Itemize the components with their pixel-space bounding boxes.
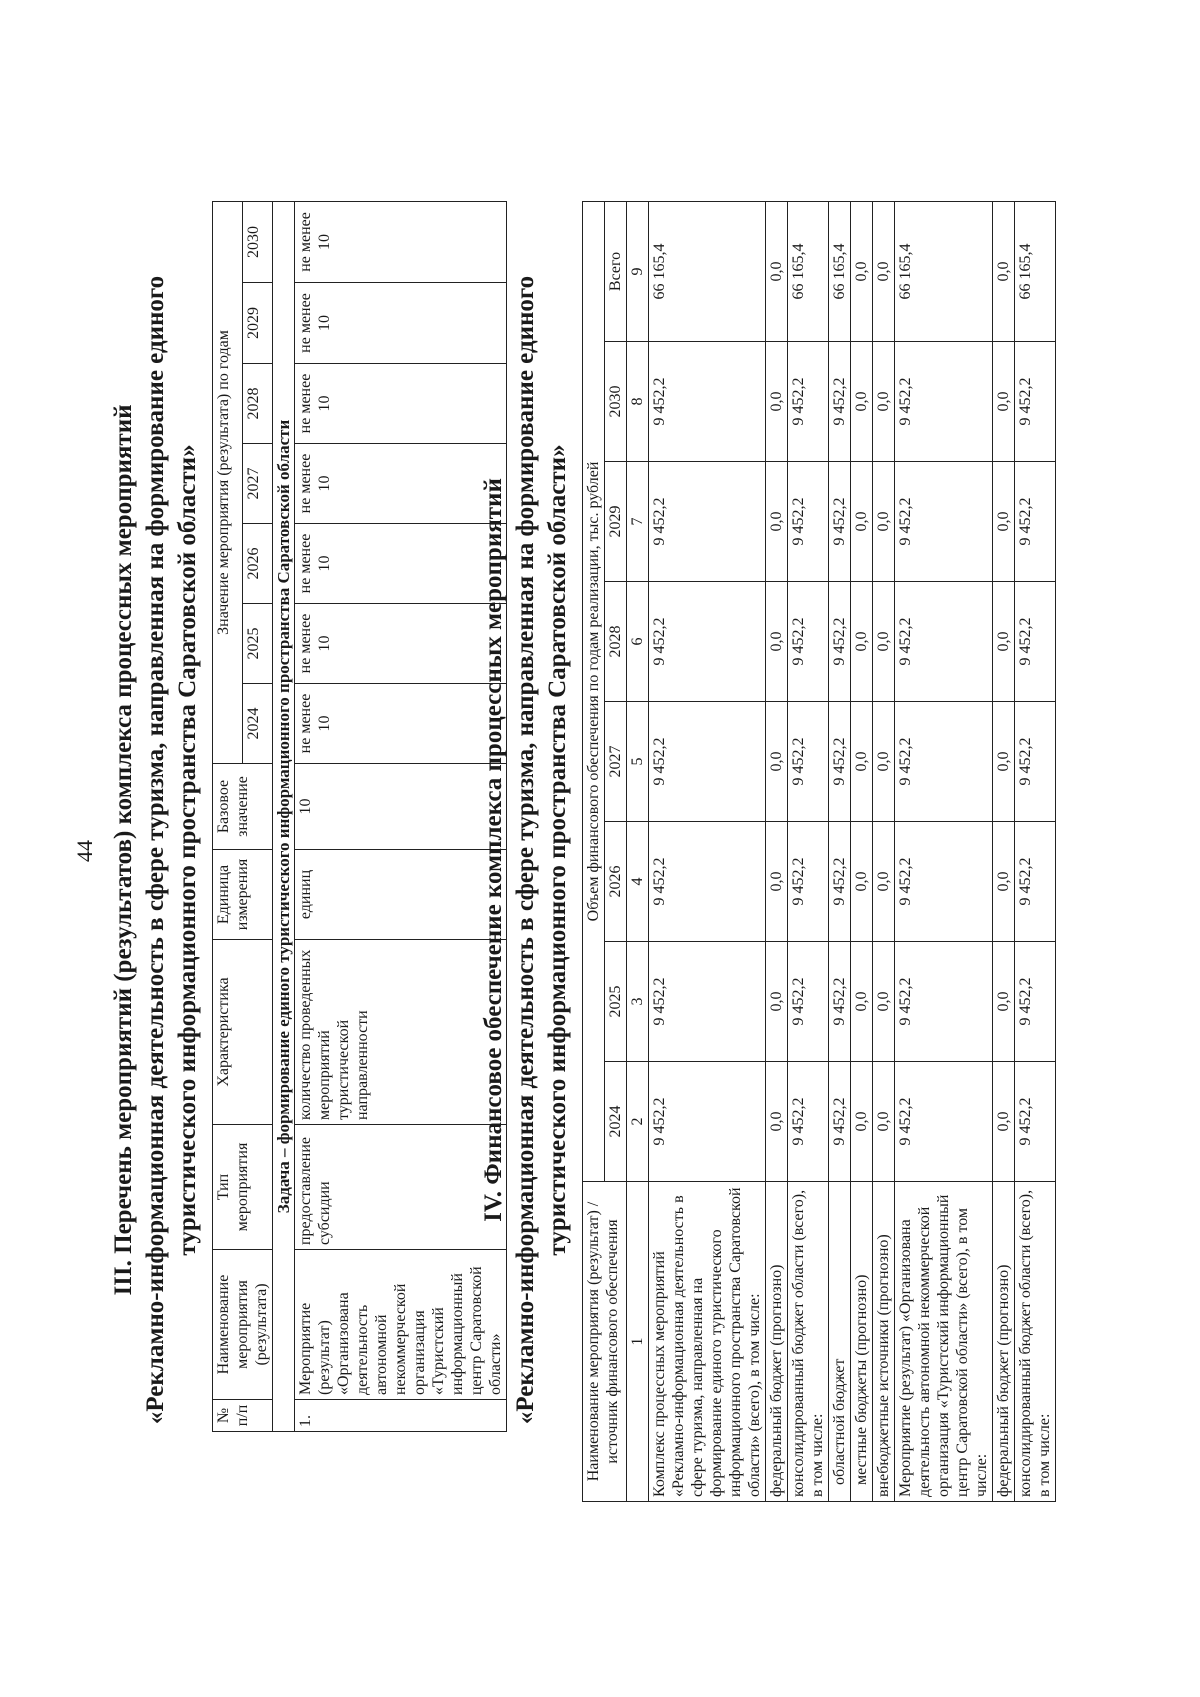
row-num: 1. [295,1400,507,1432]
task-text: Задача – формирование единого туристического информационного пространства Саратовской области [273,201,295,1431]
row-value: 9 452,2 [788,462,829,582]
row-value: 9 452,2 [1015,462,1056,582]
row-value: 9 452,2 [1015,342,1056,462]
row-label: Мероприятие (результат) «Организована деятельность автономной некоммерческой организация «Туристский информационный центр Саратовской области» (всего), в том числе: [895,1182,993,1502]
row-total: 66 165,4 [895,201,993,341]
header-type: Тип мероприятия [213,1125,273,1250]
year-header: 2024 [243,684,273,764]
row-value: 0,0 [766,822,788,942]
year-header: 2026 [605,822,627,942]
table-row [851,201,873,1501]
row-value: 0,0 [993,342,1015,462]
row-unit: единиц [295,850,507,940]
row-value: 9 452,2 [895,462,993,582]
row-value: 9 452,2 [1015,702,1056,822]
row-name: Мероприятие (результат) «Организована деятельность автономной некоммерческой организация «Туристский информационный центр Саратовской области» [295,1250,507,1400]
row-value: 9 452,2 [895,1062,993,1182]
header-name: Наименование мероприятия (результата) [213,1250,273,1400]
year-header: 2029 [605,462,627,582]
row-value: 0,0 [851,822,873,942]
row-label: консолидированный бюджет области (всего), в том числе: [788,1182,829,1502]
row-value: 9 452,2 [788,702,829,822]
row-label: Комплекс процессных мероприятий «Рекламно-информационная деятельность в сфере туризма, направленная на формирование единого туристического информационного пространства Саратовской области» (всего), в том числе: [649,1182,766,1502]
section4-title-line: IV. Финансовое обеспечение комплекса процессных мероприятий [480,478,507,1222]
row-total: 66 165,4 [1015,201,1056,341]
row-value: 9 452,2 [1015,822,1056,942]
section3-title [108,200,204,1500]
row-value: 9 452,2 [788,942,829,1062]
row-value: не менее 10 [295,364,507,444]
section3-title-line: «Рекламно-информационная деятельность в сфере туризма, направленная на формирование единого [142,275,169,1425]
row-value: 0,0 [766,342,788,462]
section4-title-line: «Рекламно-информационная деятельность в сфере туризма, направленная на формирование единого [512,275,539,1425]
section3-title-line: III. Перечень мероприятий (результатов) комплекса процессных мероприятий [110,404,137,1296]
row-label: федеральный бюджет (прогнозно) [766,1182,788,1502]
header-years-group: Значение мероприятия (результата) по годам [213,201,243,763]
row-value: не менее 10 [295,604,507,684]
section4-header-row [583,201,605,1501]
row-value: 9 452,2 [649,582,766,702]
row-label: консолидированный бюджет области (всего), в том числе: [1015,1182,1056,1502]
row-value: 9 452,2 [649,462,766,582]
column-number: 4 [627,822,649,942]
row-type: предоставление субсидии [295,1125,507,1250]
table-row [766,201,788,1501]
row-value: 9 452,2 [649,822,766,942]
table-row [649,201,766,1501]
row-total: 0,0 [766,201,788,341]
row-value: 9 452,2 [649,702,766,822]
table-row [788,201,829,1501]
table-row [895,201,993,1501]
row-value: 0,0 [851,702,873,822]
row-value: 9 452,2 [788,1062,829,1182]
row-value: 9 452,2 [649,342,766,462]
row-value: не менее 10 [295,201,507,282]
row-value: 9 452,2 [788,822,829,942]
section4-title-line: туристического информационного пространства Саратовской области» [544,444,571,1256]
row-value: 0,0 [993,1062,1015,1182]
row-label: областной бюджет [829,1182,851,1502]
row-value: 0,0 [993,942,1015,1062]
row-value: 9 452,2 [829,582,851,702]
row-value: не менее 10 [295,444,507,524]
row-value: 0,0 [993,702,1015,822]
row-value: 9 452,2 [649,942,766,1062]
row-value: 0,0 [851,1062,873,1182]
row-value: 9 452,2 [788,582,829,702]
row-base: 10 [295,764,507,850]
row-value: 0,0 [851,462,873,582]
row-value: 9 452,2 [1015,582,1056,702]
column-number: 3 [627,942,649,1062]
row-value: 9 452,2 [895,942,993,1062]
year-header: 2025 [243,604,273,684]
row-value: 0,0 [766,582,788,702]
table-row [873,201,895,1501]
year-header: 2028 [605,582,627,702]
page-number: 44 [72,840,97,862]
row-total: 0,0 [993,201,1015,341]
row-value: 9 452,2 [829,342,851,462]
row-value: 9 452,2 [895,582,993,702]
column-number: 8 [627,342,649,462]
row-value: 9 452,2 [829,1062,851,1182]
row-value: 9 452,2 [649,1062,766,1182]
row-total: 0,0 [851,201,873,341]
year-header: 2027 [243,444,273,524]
column-number-row [627,201,649,1501]
year-header: 2029 [243,283,273,364]
row-value: 9 452,2 [829,822,851,942]
row-value: 9 452,2 [895,822,993,942]
year-header: 2027 [605,702,627,822]
year-header: 2030 [243,201,273,282]
row-value: 0,0 [873,582,895,702]
table-row [829,201,851,1501]
row-value: 9 452,2 [829,462,851,582]
column-number: 9 [627,201,649,341]
row-value: 0,0 [766,702,788,822]
row-value: 9 452,2 [788,342,829,462]
header-base: Базовое значение [213,764,273,850]
row-value: не менее 10 [295,283,507,364]
column-number: 2 [627,1062,649,1182]
row-value: 0,0 [993,462,1015,582]
task-row [273,201,295,1431]
header-volume-group: Объем финансового обеспечения по годам реализации, тыс. рублей [583,201,605,1181]
section3-table [212,201,507,1432]
row-value: 0,0 [851,582,873,702]
year-header: 2025 [605,942,627,1062]
row-value: 0,0 [766,462,788,582]
section3-header-row [213,201,243,1431]
row-label: внебюджетные источники (прогнозно) [873,1182,895,1502]
rotated-document-page [30,50,1150,1650]
row-total: 66 165,4 [829,201,851,341]
section4-title [478,200,574,1500]
section3-title-line: туристического информационного пространства Саратовской области» [174,444,201,1256]
row-value: не менее 10 [295,684,507,764]
row-total: 66 165,4 [649,201,766,341]
year-header: 2030 [605,342,627,462]
row-label: федеральный бюджет (прогнозно) [993,1182,1015,1502]
row-total: 0,0 [873,201,895,341]
header-name: Наименование мероприятия (результат) / источник финансового обеспечения [583,1182,627,1502]
year-header: 2026 [243,524,273,604]
total-header: Всего [605,201,627,341]
table-row [295,201,507,1431]
row-value: 0,0 [873,942,895,1062]
table-row [993,201,1015,1501]
row-value: 0,0 [873,342,895,462]
row-value: 0,0 [766,942,788,1062]
row-value: 0,0 [993,822,1015,942]
section4-table [582,201,1056,1502]
row-value: 9 452,2 [1015,1062,1056,1182]
row-value: 0,0 [993,582,1015,702]
row-value: 9 452,2 [1015,942,1056,1062]
row-value: 9 452,2 [829,702,851,822]
year-header: 2028 [243,364,273,444]
column-number: 7 [627,462,649,582]
financing-rows [649,201,1056,1501]
row-value: 0,0 [873,702,895,822]
header-unit: Единица измерения [213,850,273,940]
column-number: 1 [627,1182,649,1502]
row-value: не менее 10 [295,524,507,604]
row-value: 9 452,2 [895,702,993,822]
header-num: № п/п [213,1400,273,1432]
header-characteristic: Характеристика [213,940,273,1125]
row-value: 0,0 [851,942,873,1062]
year-header: 2024 [605,1062,627,1182]
column-number: 5 [627,702,649,822]
row-value: 0,0 [873,462,895,582]
row-value: 9 452,2 [895,342,993,462]
row-label: местные бюджеты (прогнозно) [851,1182,873,1502]
column-number: 6 [627,582,649,702]
row-value: 0,0 [873,822,895,942]
row-characteristic: количество проведенных мероприятий туристической направленности [295,940,507,1125]
row-value: 0,0 [873,1062,895,1182]
row-value: 9 452,2 [829,942,851,1062]
row-value: 0,0 [851,342,873,462]
table-row [1015,201,1056,1501]
row-total: 66 165,4 [788,201,829,341]
row-value: 0,0 [766,1062,788,1182]
